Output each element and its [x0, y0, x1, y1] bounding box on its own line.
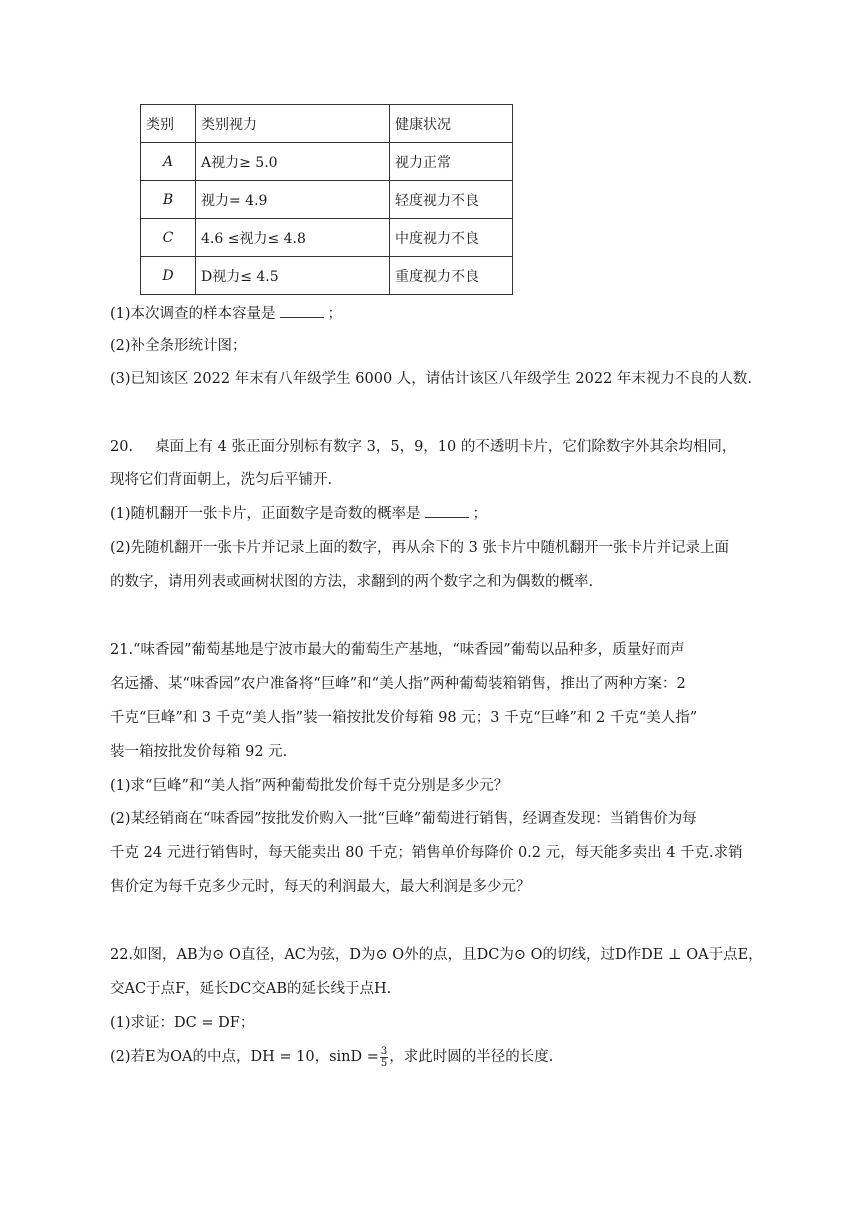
q22-part2-end: ，求此时圆的半径的长度. — [389, 1049, 554, 1065]
q22-line2: 交AC于点F，延长DC交AB的延长线于点H. — [110, 981, 392, 997]
fraction-numerator: 3 — [380, 1045, 388, 1057]
q21-line3: 千克“巨峰”和 3 千克“美人指”装一箱按批发价每箱 98 元；3 千克“巨峰”和 2 千克“美人指” — [110, 710, 698, 726]
q21-part2-line3: 售价定为每千克多少元时，每天的利润最大，最大利润是多少元？ — [110, 879, 531, 895]
q19-part1-text: (1)本次调查的样本容量是 — [110, 306, 276, 322]
q20-line1 — [110, 435, 736, 456]
q21-part1: (1)求“巨峰”和“美人指”两种葡萄批发价每千克分别是多少元？ — [110, 778, 509, 794]
table-cell-status: 重度视力不良 — [390, 257, 513, 295]
table-header: 类别 — [141, 105, 196, 143]
table-row — [141, 219, 513, 257]
table-row — [141, 257, 513, 295]
q20-number: 20. — [110, 439, 134, 455]
table-header: 健康状况 — [390, 105, 513, 143]
vision-category-table — [140, 104, 513, 295]
q22-part2 — [110, 1045, 553, 1069]
table-header: 类别视力 — [196, 105, 390, 143]
q21-line2: 名远播、某“味香园”农户准备将“巨峰”和“美人指”两种葡萄装箱销售，推出了两种方案：2 — [110, 676, 686, 692]
q22-line1: 22.如图，AB为⊙ O直径，AC为弦，D为⊙ O外的点，且DC为⊙ O的切线，过D作DE ⊥ OA于点E， — [110, 947, 763, 963]
q20-line2: 现将它们背面朝上，洗匀后平铺开. — [110, 472, 333, 488]
q19-part1-end: ； — [327, 306, 343, 322]
q22-part1: (1)求证：DC = DF； — [110, 1015, 255, 1031]
q19-part3: (3)已知该区 2022 年末有八年级学生 6000 人，请估计该区八年级学生 2022 年末视力不良的人数. — [110, 371, 753, 387]
answer-blank[interactable] — [425, 503, 469, 518]
table-cell-range: 视力= 4.9 — [196, 181, 390, 219]
q20-part1-text: (1)随机翻开一张卡片，正面数字是奇数的概率是 — [110, 506, 421, 522]
q19-part1 — [110, 302, 342, 323]
q21-line1: 21.“味香园”葡萄基地是宁波市最大的葡萄生产基地，“味香园”葡萄以品种多，质量好而声 — [110, 642, 685, 658]
fraction-denominator: 5 — [380, 1057, 388, 1069]
q19-part2: (2)补全条形统计图； — [110, 338, 247, 354]
answer-blank[interactable] — [280, 303, 324, 318]
table-cell-category: A — [141, 143, 196, 181]
table-cell-status: 中度视力不良 — [390, 219, 513, 257]
table-cell-range: A视力≥ 5.0 — [196, 143, 390, 181]
q20-part2-line1: (2)先随机翻开一张卡片并记录上面的数字，再从余下的 3 张卡片中随机翻开一张卡片并记录上面 — [110, 540, 729, 556]
q21-part2-line1: (2)某经销商在“味香园”按批发价购入一批“巨峰”葡萄进行销售，经调查发现：当销售价为每 — [110, 811, 697, 827]
fraction — [380, 1046, 388, 1069]
table-cell-status: 视力正常 — [390, 143, 513, 181]
table-cell-category: D — [141, 257, 196, 295]
table-cell-category: C — [141, 219, 196, 257]
q20-part2-line2: 的数字，请用列表或画树状图的方法，求翻到的两个数字之和为偶数的概率. — [110, 574, 594, 590]
q21-line4: 装一箱按批发价每箱 92 元. — [110, 744, 288, 760]
table-row — [141, 143, 513, 181]
table-cell-range: D视力≤ 4.5 — [196, 257, 390, 295]
table-row — [141, 181, 513, 219]
q20-text: 桌面上有 4 张正面分别标有数字 3，5，9，10 的不透明卡片，它们除数字外其余均相同， — [155, 439, 737, 455]
table-header-row — [141, 105, 513, 143]
q22-part2-text: (2)若E为OA的中点，DH = 10，sinD = — [110, 1049, 379, 1065]
table-cell-status: 轻度视力不良 — [390, 181, 513, 219]
q20-part1-end: ； — [472, 506, 488, 522]
table-cell-category: B — [141, 181, 196, 219]
q20-part1 — [110, 502, 487, 523]
q21-part2-line2: 千克 24 元进行销售时，每天能卖出 80 千克；销售单价每降价 0.2 元，每天能多卖出 4 千克.求销 — [110, 845, 743, 861]
table-cell-range: 4.6 ≤视力≤ 4.8 — [196, 219, 390, 257]
